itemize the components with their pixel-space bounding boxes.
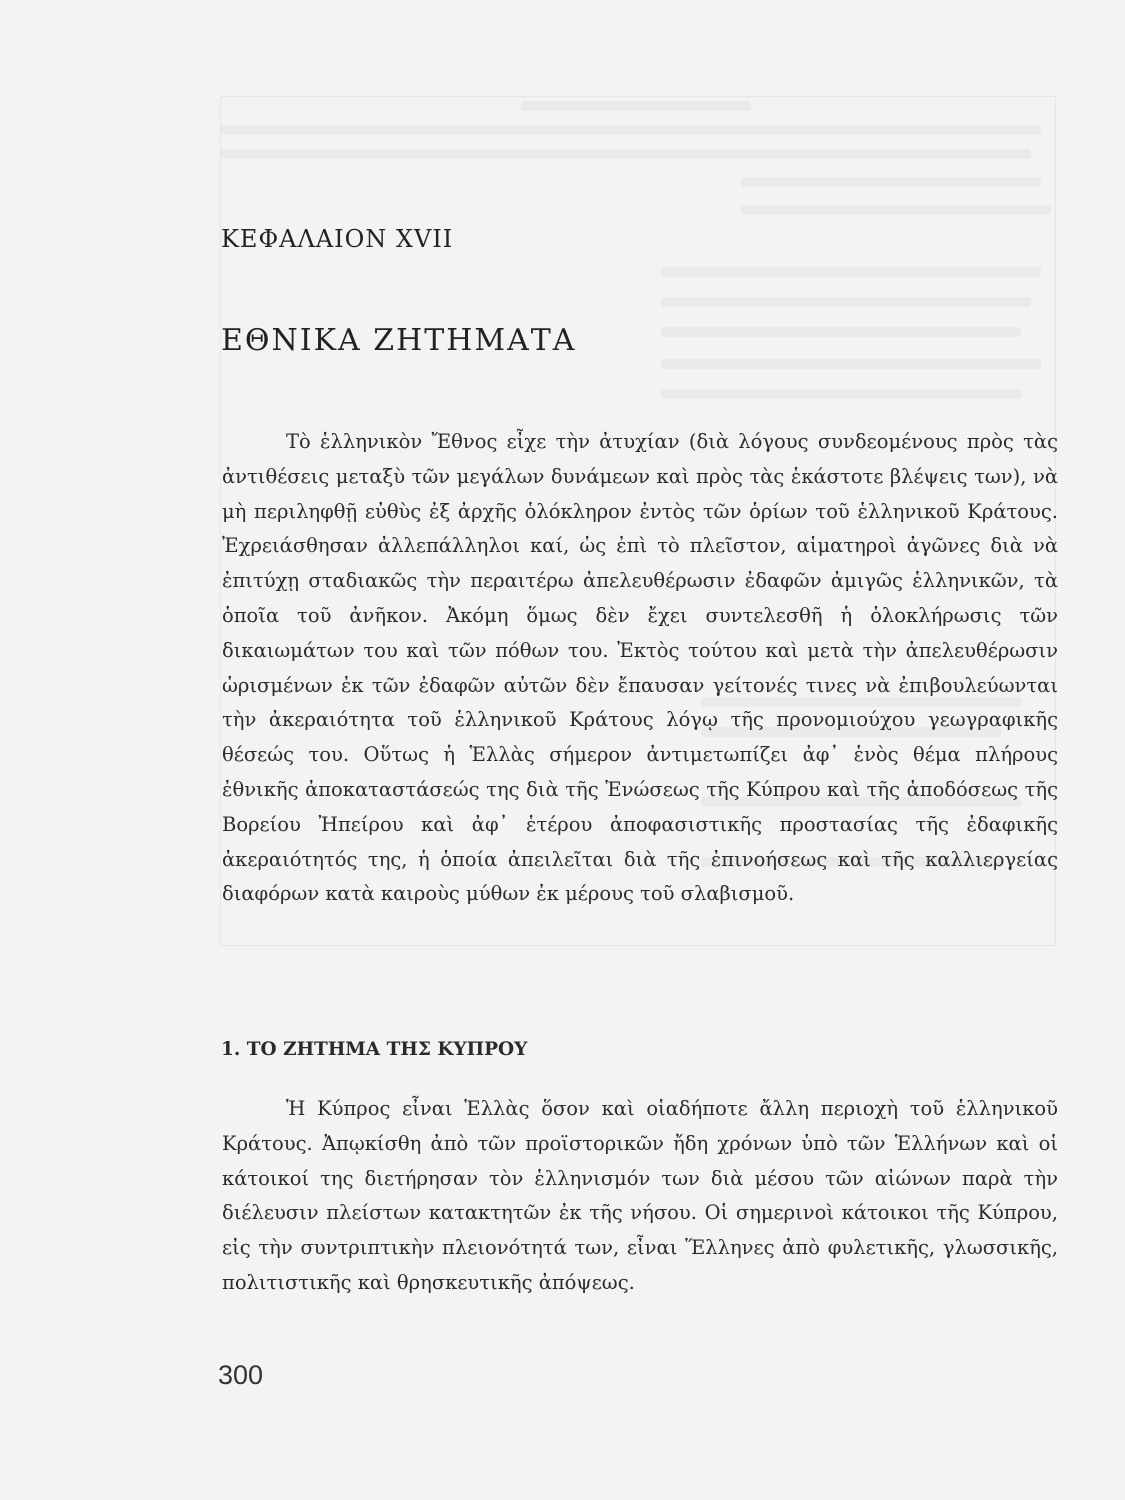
chapter-title: ΕΘΝΙΚΑ ΖΗΤΗΜΑΤΑ — [221, 323, 577, 358]
intro-paragraph-block — [222, 425, 1058, 912]
chapter-label: ΚΕΦΑΛΑΙΟΝ XVII — [221, 225, 454, 253]
section-paragraph: Ἡ Κύπρος εἶναι Ἑλλὰς ὅσον καὶ οἱαδήποτε ἄλλη περιοχὴ τοῦ ἑλληνικοῦ Κράτους. Ἀπῳκίσθη ἀπὸ τῶν προϊστορικῶν ἤδη χρόνων ὑπὸ τῶν Ἑλλήνων καὶ οἱ κάτοικοί της διετήρησαν τὸν ἑλληνισμόν των διὰ μέσου τῶν αἰώνων παρὰ τὴν διέλευσιν πλείστων κατακτητῶν ἐκ τῆς νήσου. Οἱ σημερινοὶ κάτοικοι τῆς Κύπρου, εἰς τὴν συντριπτικὴν πλειονότητά των, εἶναι Ἕλληνες ἀπὸ φυλετικῆς, γλωσσικῆς, πολιτιστικῆς καὶ θρησκευτικῆς ἀπόψεως. — [222, 1097, 1058, 1294]
page-number: 300 — [218, 1360, 264, 1390]
section-heading: 1. ΤΟ ΖΗΤΗΜΑ ΤΗΣ ΚΥΠΡΟΥ — [221, 1039, 528, 1060]
intro-paragraph: Τὸ ἑλληνικὸν Ἔθνος εἶχε τὴν ἀτυχίαν (διὰ λόγους συνδεομένους πρὸς τὰς ἀντιθέσεις μεταξὺ τῶν μεγάλων δυνάμεων καὶ πρὸς τὰς ἑκάστοτε βλέψεις των), νὰ μὴ περιληφθῇ εὐθὺς ἐξ ἀρχῆς ὁλόκληρον ἐντὸς τῶν ὁρίων τοῦ ἑλληνικοῦ Κράτους. Ἐχρειάσθησαν ἀλλεπάλληλοι καί, ὡς ἐπὶ τὸ πλεῖστον, αἱματηροὶ ἀγῶνες διὰ νὰ ἐπιτύχῃ σταδιακῶς τὴν περαιτέρω ἀπελευθέρωσιν ἐδαφῶν ἀμιγῶς ἑλληνικῶν, τὰ ὁποῖα τοῦ ἀνῆκον. Ἀκόμη ὅμως δὲν ἔχει συντελεσθῆ ἡ ὁλοκλήρωσις τῶν δικαιωμάτων του καὶ τῶν πόθων του. Ἐκτὸς τούτου καὶ μετὰ τὴν ἀπελευθέρωσιν ὡρισμένων ἐκ τῶν ἐδαφῶν αὐτῶν δὲν ἔπαυσαν γείτονές τινες νὰ ἐπιβουλεύωνται τὴν ἀκεραιότητα τοῦ ἑλληνικοῦ Κράτους λόγῳ τῆς προνομιούχου γεωγραφικῆς θέσεώς του. Οὕτως ἡ Ἑλλὰς σήμερον ἀντιμετωπίζει ἀφ᾽ ἑνὸς θέμα πλήρους ἐθνικῆς ἀποκαταστάσεώς της διὰ τῆς Ἑνώσεως τῆς Κύπρου καὶ τῆς ἀποδόσεως τῆς Βορείου Ἠπείρου καὶ ἀφ᾽ ἑτέρου ἀποφασιστικῆς προστασίας τῆς ἐδαφικῆς ἀκεραιότητός της, ἡ ὁποία ἀπειλεῖται διὰ τῆς ἐπινοήσεως καὶ τῆς καλλιεργείας διαφόρων κατὰ καιροὺς μύθων ἐκ μέρους τοῦ σλαβισμοῦ. — [222, 430, 1058, 906]
section-paragraph-block — [222, 1092, 1058, 1301]
